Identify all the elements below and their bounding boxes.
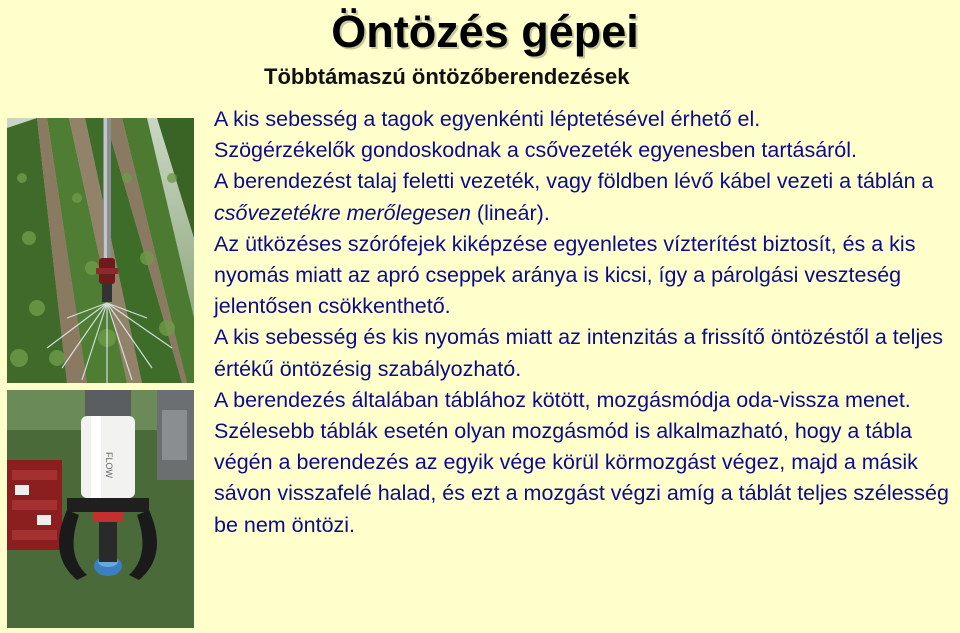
paragraph: A kis sebesség és kis nyomás miatt az intenzitás a frissítő öntözéstől a teljes értékű öntözésig szabályozható. — [214, 325, 943, 381]
paragraph: Szélesebb táblák esetén olyan mozgásmód is alkalmazható, hogy a tábla végén a berendezés az egyik vége körül körmozgást végez, majd a másik sávon visszafelé halad, és ezt a mozgást végzi amíg a táblát teljes szélesség be nem öntözi. — [214, 419, 949, 537]
sprinkler-spray-field-image — [7, 118, 194, 383]
slide-title: Öntözés gépei — [331, 6, 639, 57]
paragraph: Szögérzékelők gondoskodnak a csővezeték egyenesben tartásáról. — [214, 138, 858, 163]
sprinkler-nozzle-image — [7, 390, 194, 628]
slide-subtitle: Többtámaszú öntözőberendezések — [264, 64, 630, 89]
paragraph: Az ütközéses szórófejek kiképzése egyenletes vízterítést biztosít, és a kis nyomás miatt az apró cseppek aránya is kicsi, így a párolgási veszteség jelentősen csökkenthető. — [214, 231, 916, 319]
paragraph: A kis sebesség a tagok egyenkénti léptetésével érhető el. — [214, 107, 761, 131]
body-text — [214, 104, 958, 541]
paragraph: A berendezést talaj feletti vezeték, vagy földben lévő kábel vezeti a táblán a csővezetékre merőlegesen (lineár). — [214, 169, 934, 225]
paragraph: A berendezés általában táblához kötött, mozgásmódja oda-vissza menet. — [214, 387, 911, 412]
flow-label: FLOW — [104, 452, 114, 478]
